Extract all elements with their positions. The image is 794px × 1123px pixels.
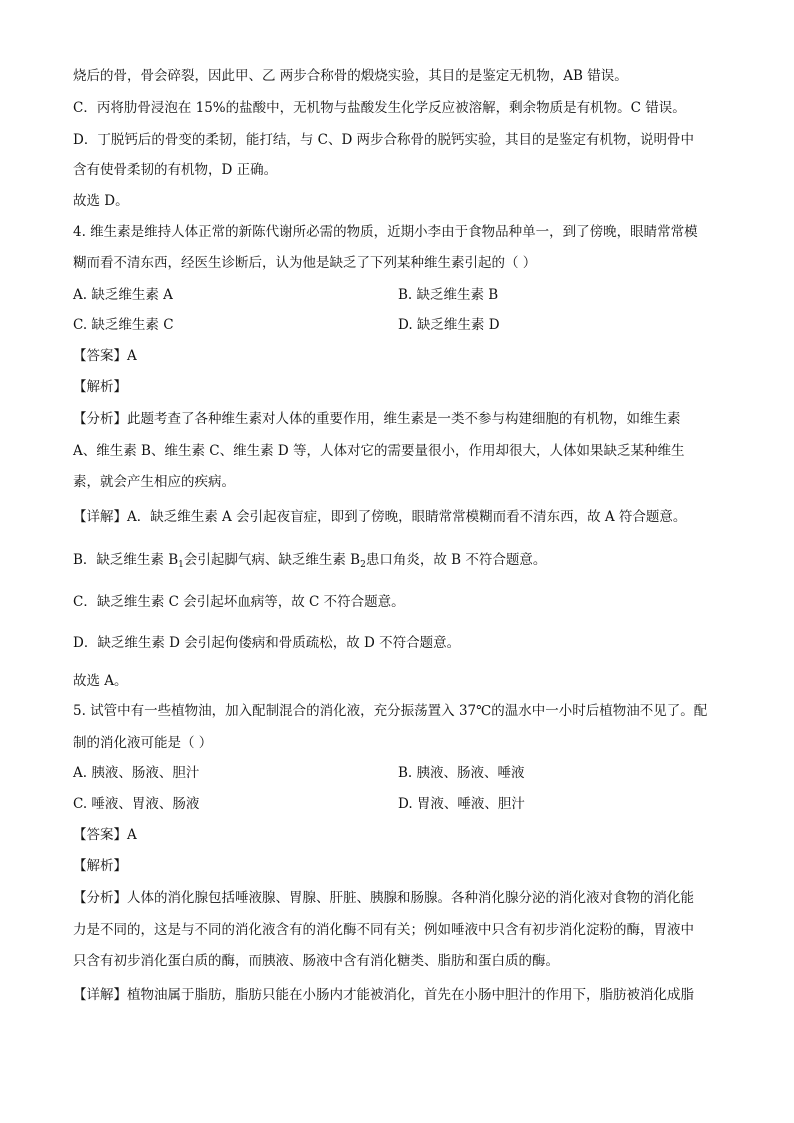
q5-answer-tag: 【答案】 (73, 827, 127, 843)
q5-stem-line-2: 制的消化液可能是（ ） (73, 735, 213, 751)
q4-b-sub-2: 2 (360, 560, 366, 570)
q4-stem-line-1: 4. 维生素是维持人体正常的新陈代谢所必需的物质，近期小李由于食物品种单一，到了傍晚，眼睛常常模 (73, 224, 698, 240)
q5-fenxi-line-3: 只含有初步消化蛋白质的酶，而胰液、肠液中含有消化糖类、脂肪和蛋白质的酶。 (73, 953, 559, 969)
q4-answer-tag: 【答案】 (73, 348, 127, 364)
prev-option-d-explanation-2: 含有使骨柔韧的有机物，D 正确。 (73, 162, 278, 178)
q4-xiangjie-text-1: A．缺乏维生素 A 会引起夜盲症，即到了傍晚，眼睛常常模糊而看不清东西，故 A 符合题意。 (127, 509, 687, 525)
q4-fenxi-text-1: 此题考查了各种维生素对人体的重要作用，维生素是一类不参与构建细胞的有机物，如维生素 (127, 411, 681, 427)
q4-xiangjie-line-1 (73, 507, 686, 527)
q5-xiangjie-line-1 (73, 985, 694, 1005)
q4-b-mid: 会引起脚气病、缺乏维生素 B (183, 552, 361, 568)
q5-fenxi-tag: 【分析】 (73, 890, 127, 906)
prev-final-choice: 故选 D。 (73, 193, 129, 209)
q5-option-a: A. 胰液、肠液、胆汁 (73, 765, 200, 781)
prev-explanation-line-1: 烧后的骨，骨会碎裂，因此甲、乙 两步合称骨的煅烧实验，其目的是鉴定无机物，AB 错误。 (73, 68, 628, 84)
prev-option-d-explanation-1: D．丁脱钙后的骨变的柔韧，能打结，与 C、D 两步合称骨的脱钙实验，其目的是鉴定有机物，说明骨中 (73, 132, 695, 148)
q4-fenxi-line-1 (73, 409, 681, 429)
q4-option-a: A. 缺乏维生素 A (73, 287, 173, 303)
q5-option-b: B. 胰液、肠液、唾液 (398, 765, 525, 781)
q4-xiangjie-c: C．缺乏维生素 C 会引起坏血病等，故 C 不符合题意。 (73, 594, 405, 610)
q4-xiangjie-b (73, 550, 546, 570)
q5-stem-line-1: 5. 试管中有一些植物油，加入配制混合的消化液，充分振荡置入 37℃的温水中一小时后植物油不见了。配 (73, 703, 708, 719)
q4-b-post: 患口角炎，故 B 不符合题意。 (365, 552, 547, 568)
q5-option-c: C. 唾液、胃液、肠液 (73, 796, 200, 812)
q5-answer (73, 825, 137, 845)
q4-xiangjie-d: D．缺乏维生素 D 会引起佝偻病和骨质疏松，故 D 不符合题意。 (73, 635, 461, 651)
q4-final-choice: 故选 A。 (73, 673, 128, 689)
q4-answer (73, 346, 137, 366)
q4-answer-value: A (127, 348, 137, 364)
q4-option-c: C. 缺乏维生素 C (73, 317, 174, 333)
q4-fenxi-line-3: 素，就会产生相应的疾病。 (73, 474, 235, 490)
q4-fenxi-line-2: A、维生素 B、维生素 C、维生素 D 等，人体对它的需要量很小，作用却很大，人体如果缺乏某种维生 (73, 443, 685, 459)
q4-option-d: D. 缺乏维生素 D (398, 317, 500, 333)
prev-option-c-explanation: C．丙将肋骨浸泡在 15%的盐酸中，无机物与盐酸发生化学反应被溶解，剩余物质是有机物。C 错误。 (73, 100, 686, 116)
q4-stem-line-2: 糊而看不清东西，经医生诊断后，认为他是缺乏了下列某种维生素引起的（ ） (73, 255, 537, 271)
q5-xiangjie-text-1: 植物油属于脂肪，脂肪只能在小肠内才能被消化，首先在小肠中胆汁的作用下，脂肪被消化成脂 (127, 987, 694, 1003)
q5-fenxi-text-1: 人体的消化腺包括唾液腺、胃腺、肝脏、胰腺和肠腺。各种消化腺分泌的消化液对食物的消化能 (127, 890, 694, 906)
q4-b-sub-1: 1 (178, 560, 184, 570)
q4-xiangjie-tag: 【详解】 (73, 509, 127, 525)
q5-fenxi-line-1 (73, 888, 694, 908)
q4-option-b: B. 缺乏维生素 B (398, 287, 499, 303)
q5-analysis-heading: 【解析】 (73, 858, 127, 874)
q5-answer-value: A (127, 827, 137, 843)
q5-fenxi-line-2: 力是不同的，这是与不同的消化液含有的消化酶不同有关；例如唾液中只含有初步消化淀粉的酶，胃液中 (73, 922, 694, 938)
q4-b-pre: B．缺乏维生素 B (73, 552, 179, 568)
q4-analysis-heading: 【解析】 (73, 379, 127, 395)
q4-fenxi-tag: 【分析】 (73, 411, 127, 427)
q5-xiangjie-tag: 【详解】 (73, 987, 127, 1003)
q5-option-d: D. 胃液、唾液、胆汁 (398, 796, 525, 812)
